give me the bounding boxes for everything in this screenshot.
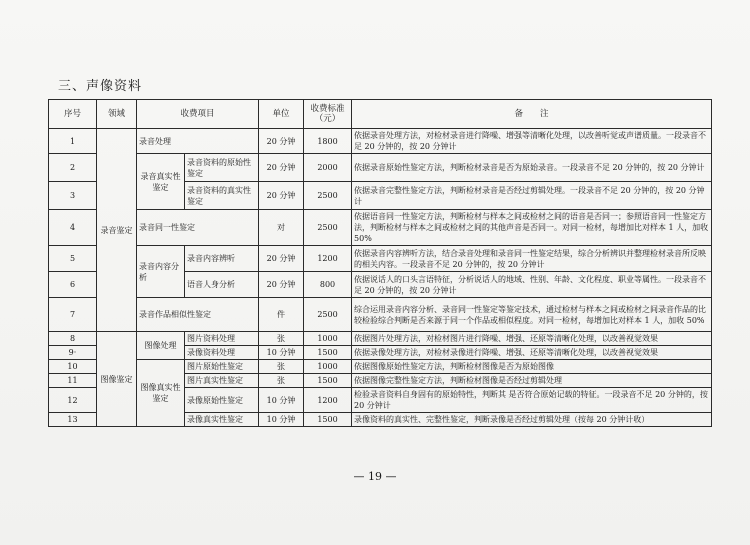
row-item: 录像原始性鉴定	[185, 388, 259, 413]
table-row	[49, 210, 712, 246]
row-fee: 2000	[304, 154, 352, 182]
header-item: 收费项目	[137, 100, 259, 129]
table-row	[49, 129, 712, 154]
row-unit: 对	[259, 210, 304, 246]
row-note: 依据录音原始性鉴定方法，判断检材录音是否为原始录音。一段录音不足 20 分钟的，按 20 分钟计	[352, 154, 712, 182]
row-item: 录音同一性鉴定	[137, 210, 259, 246]
row-no: 13	[49, 413, 97, 427]
row-item: 录音内容辨听	[185, 246, 259, 272]
row-note: 依据录音内容辨听方法，结合录音处理和录音同一性鉴定结果，综合分析辨识并整理检材录音所反映的相关内容。一段录音不足 20 分钟的，按 20 分钟计	[352, 246, 712, 272]
page-number: — 19 —	[353, 470, 397, 483]
row-unit: 10 分钟	[259, 346, 304, 360]
row-unit: 张	[259, 374, 304, 388]
row-fee: 1500	[304, 374, 352, 388]
row-fee: 1800	[304, 129, 352, 154]
table-row	[49, 332, 712, 346]
domain-audio: 录音鉴定	[97, 129, 137, 332]
row-unit: 20 分钟	[259, 182, 304, 210]
row-fee: 1500	[304, 346, 352, 360]
row-note: 综合运用录音内容分析、录音同一性鉴定等鉴定技术，通过检材与样本之间或检材之间录音作品的比较检验综合判断是否来源于同一个作品或相似程度。对同一检材，每增加比对样本 1 人，加收 50%	[352, 298, 712, 332]
header-unit: 单位	[259, 100, 304, 129]
row-unit: 20 分钟	[259, 154, 304, 182]
row-unit: 张	[259, 360, 304, 374]
domain-image: 图像鉴定	[97, 332, 137, 427]
row-fee: 2500	[304, 210, 352, 246]
header-fee: 收费标准 （元）	[304, 100, 352, 129]
row-note: 依据语音同一性鉴定方法，判断检材与样本之间或检材之间的语音是否同一；参照语音同一性鉴定方法，判断检材与样本之间或检材之间的其他声音是否同一。对同一检材，每增加比对样本 1 人，加收 50%	[352, 210, 712, 246]
table-row	[49, 246, 712, 272]
row-item: 图片原始性鉴定	[185, 360, 259, 374]
row-no: 6	[49, 272, 97, 298]
row-fee: 1200	[304, 388, 352, 413]
fee-table	[48, 99, 712, 427]
row-fee: 2500	[304, 182, 352, 210]
section-title: 三、声像资料	[58, 79, 143, 94]
row-no: 7	[49, 298, 97, 332]
row-note: 依据图像原始性鉴定方法，判断检材图像是否为原始图像	[352, 360, 712, 374]
header-note: 备 注	[352, 100, 712, 129]
row-fee: 1000	[304, 360, 352, 374]
row-no: 8	[49, 332, 97, 346]
row-item: 图片真实性鉴定	[185, 374, 259, 388]
row-unit: 20 分钟	[259, 129, 304, 154]
row-item: 录音处理	[137, 129, 259, 154]
row-unit: 20 分钟	[259, 246, 304, 272]
row-note: 依据图像完整性鉴定方法，判断检材图像是否经过剪辑处理	[352, 374, 712, 388]
row-item: 录音资料的原始性鉴定	[185, 154, 259, 182]
row-no: 10	[49, 360, 97, 374]
row-item: 录像资料处理	[185, 346, 259, 360]
table-header-row	[49, 100, 712, 129]
row-no: 12	[49, 388, 97, 413]
row-fee: 1500	[304, 413, 352, 427]
row-note: 依据图片处理方法，对检材图片进行降噪、增强、还原等清晰化处理，以改善视觉效果	[352, 332, 712, 346]
row-note: 依据说话人的口头言语特征，分析说话人的地域、性别、年龄、文化程度、职业等属性。一段录音不足 20 分钟的，按 20 分钟计	[352, 272, 712, 298]
header-no: 序号	[49, 100, 97, 129]
row-fee: 2500	[304, 298, 352, 332]
row-no: 2	[49, 154, 97, 182]
row-unit: 件	[259, 298, 304, 332]
row-no: 1	[49, 129, 97, 154]
table-row	[49, 154, 712, 182]
row-unit: 张	[259, 332, 304, 346]
row-item: 语音人身分析	[185, 272, 259, 298]
row-note: 检验录音资料自身固有的原始特性，判断其 是否符合原始记载的特征。一段录音不足 20 分钟的，按 20 分钟计	[352, 388, 712, 413]
row-no: 9·	[49, 346, 97, 360]
row-unit: 20 分钟	[259, 272, 304, 298]
row-item: 录音作品相似性鉴定	[137, 298, 259, 332]
group-audio-content: 录音内容分析	[137, 246, 185, 298]
row-unit: 10 分钟	[259, 388, 304, 413]
row-fee: 800	[304, 272, 352, 298]
row-no: 5	[49, 246, 97, 272]
row-no: 11	[49, 374, 97, 388]
row-fee: 1200	[304, 246, 352, 272]
row-note: 依据录像处理方法，对检材录像进行降噪、增强、还原等清晰化处理，以改善视觉效果	[352, 346, 712, 360]
row-note: 录像资料的真实性、完整性鉴定，判断录像是否经过剪辑处理（按每 20 分钟计收）	[352, 413, 712, 427]
row-fee: 1000	[304, 332, 352, 346]
header-domain: 领域	[97, 100, 137, 129]
row-note: 依据录音完整性鉴定方法，判断检材录音是否经过剪辑处理。一段录音不足 20 分钟的，按 20 分钟计	[352, 182, 712, 210]
row-item: 录像真实性鉴定	[185, 413, 259, 427]
group-audio-authenticity: 录音真实性鉴定	[137, 154, 185, 210]
row-no: 3	[49, 182, 97, 210]
row-item: 录音资料的真实性鉴定	[185, 182, 259, 210]
group-image-processing: 图像处理	[137, 332, 185, 360]
group-image-authenticity: 图像真实性鉴定	[137, 360, 185, 427]
row-unit: 10 分钟	[259, 413, 304, 427]
row-no: 4	[49, 210, 97, 246]
table-row	[49, 298, 712, 332]
table-row	[49, 360, 712, 374]
row-item: 图片资料处理	[185, 332, 259, 346]
row-note: 依据录音处理方法，对检材录音进行降噪、增强等清晰化处理，以改善听觉或声谱质量。一段录音不足 20 分钟的，按 20 分钟计	[352, 129, 712, 154]
